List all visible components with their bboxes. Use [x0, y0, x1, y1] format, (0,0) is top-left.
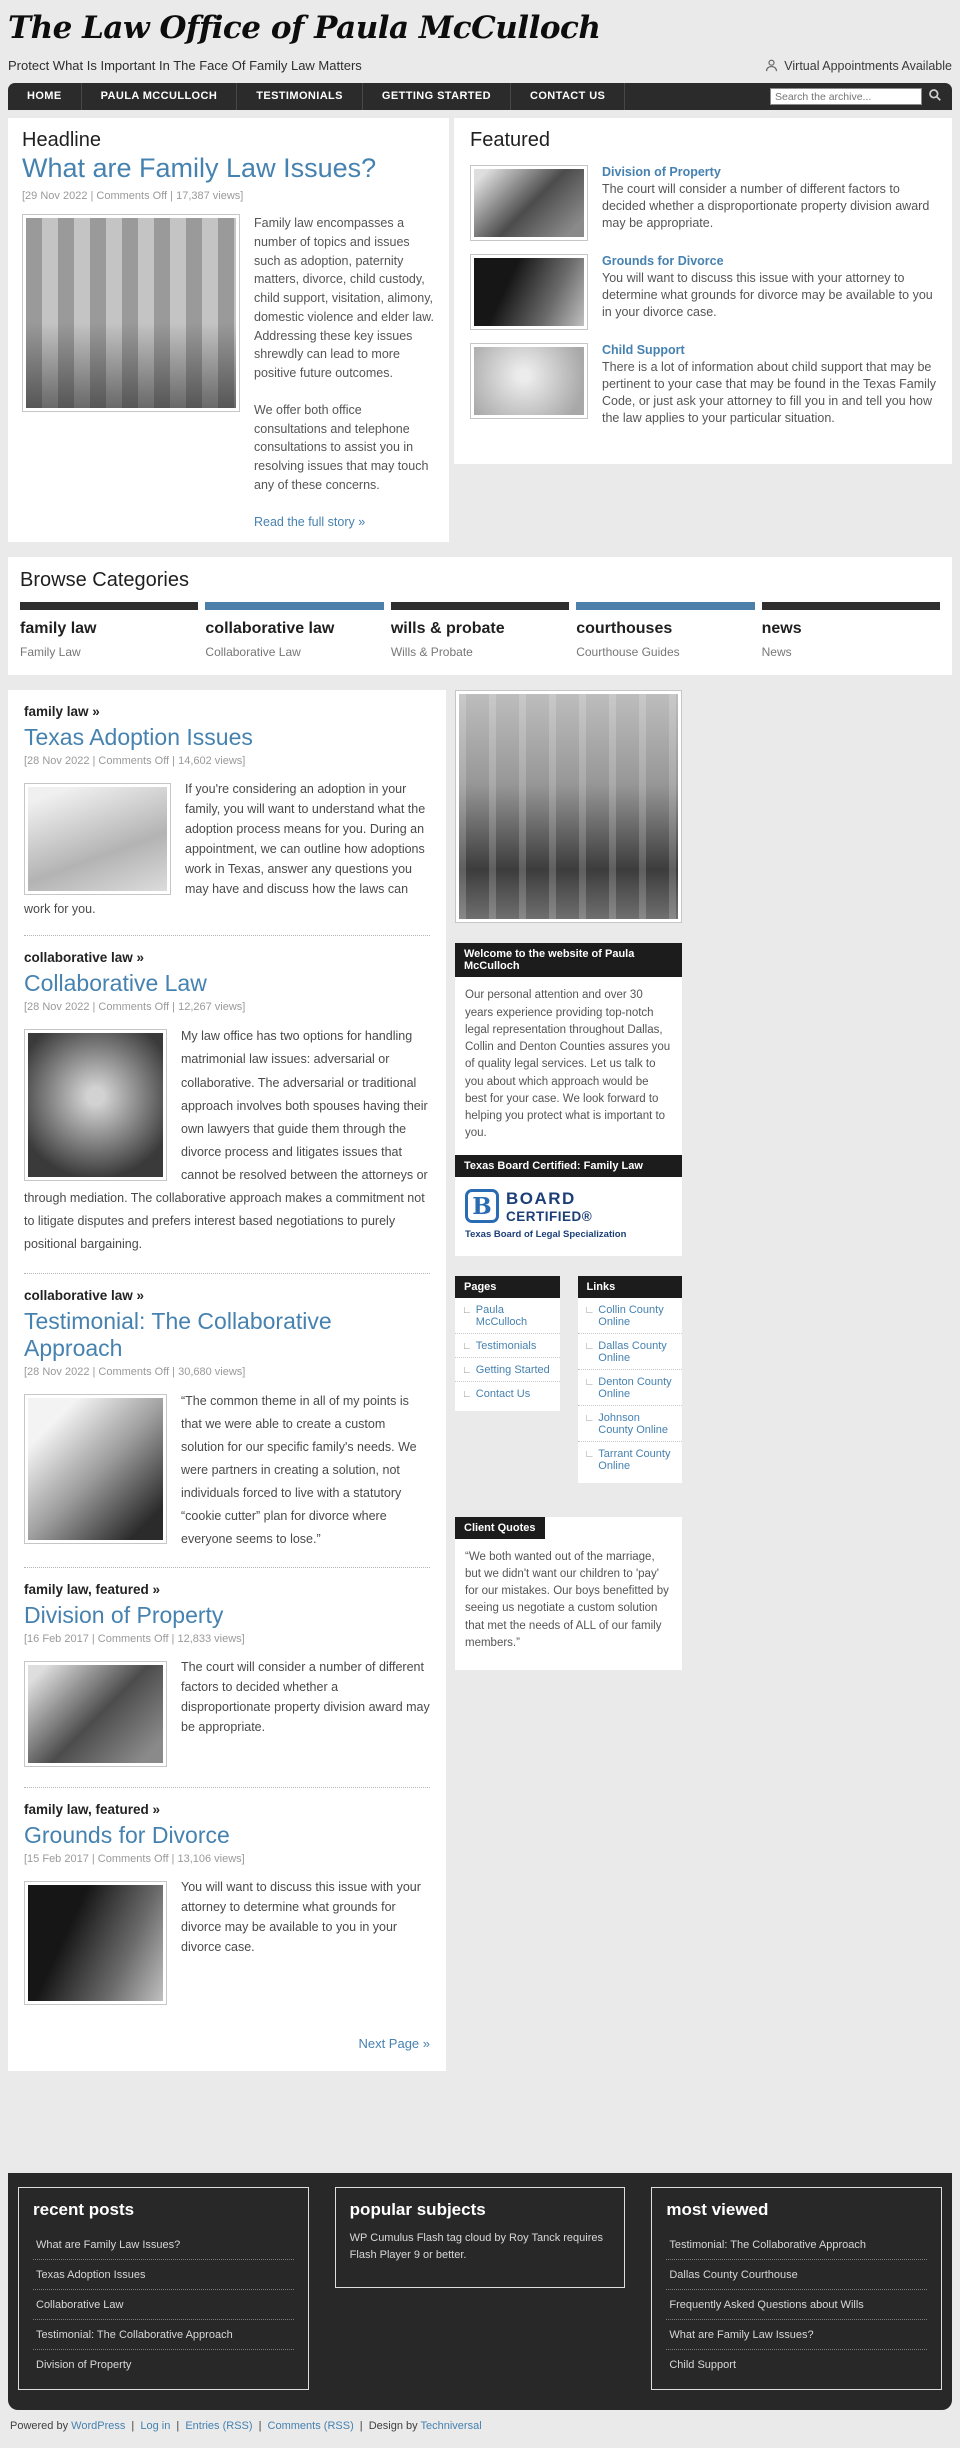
featured-title-grounds-for-divorce[interactable]: Grounds for Divorce [602, 254, 724, 268]
site-title[interactable]: The Law Office of Paula McCulloch [8, 10, 601, 46]
article-title[interactable]: Collaborative Law [24, 970, 207, 997]
category-column-wills-probate [391, 602, 569, 659]
most-viewed-link[interactable]: Child Support [669, 2359, 736, 2372]
main-nav [8, 83, 952, 110]
featured-thumbnail-child-support[interactable] [470, 343, 588, 419]
category-link-wills-probate[interactable]: Wills & Probate [390, 645, 473, 660]
headline-section [8, 118, 449, 542]
most-viewed-box [651, 2187, 942, 2390]
article-category [24, 1288, 430, 1303]
external-link-row [578, 1406, 683, 1442]
credits-separator: | [131, 2420, 135, 2433]
nav-item-getting-started[interactable]: GETTING STARTED [363, 83, 511, 110]
corner-bullet-icon: ∟ [462, 1340, 472, 1352]
design-by-label: Design by [368, 2420, 418, 2433]
featured-title-child-support[interactable]: Child Support [602, 343, 685, 357]
recent-post-link[interactable]: Testimonial: The Collaborative Approach [33, 2320, 294, 2350]
external-link-row [578, 1442, 683, 1477]
log-in-link[interactable]: Log in [140, 2420, 171, 2433]
read-full-story-link[interactable]: Read the full story » [254, 514, 366, 529]
comments-rss-link[interactable]: Comments (RSS) [267, 2420, 354, 2433]
corner-bullet-icon: ∟ [584, 1412, 595, 1424]
category-bar [762, 602, 940, 610]
category-title-collaborative-law[interactable]: collaborative law [205, 620, 335, 638]
nav-item-home[interactable]: HOME [8, 83, 82, 110]
search-input[interactable] [770, 88, 922, 105]
article-text: If you're considering an adoption in your family, you will want to understand what the adoption process means for you. During an appointment, we can outline how adoptions work in Texas, answer any questions you may have and discuss how the laws can work for you. [24, 782, 426, 917]
entries-rss-link[interactable]: Entries (RSS) [185, 2420, 253, 2433]
corner-bullet-icon: ∟ [462, 1388, 472, 1400]
headline-paragraph: Family law encompasses a number of topics and issues such as adoption, paternity matters, divorce, child custody, child support, visitation, alimony, domestic violence and elder law. Addressing these key issues shrewdly can lead to more positive future outcomes. [254, 216, 434, 380]
recent-post-link[interactable]: Texas Adoption Issues [33, 2260, 294, 2290]
article-separator [24, 1273, 430, 1274]
external-link-row [578, 1334, 683, 1370]
most-viewed-link[interactable]: Testimonial: The Collaborative Approach [666, 2230, 927, 2260]
sidebar [455, 690, 682, 1690]
featured-thumbnail-grounds-for-divorce[interactable] [470, 254, 588, 330]
article-text: My law office has two options for handling matrimonial law issues: adversarial or collaborative. The adversarial or traditional approach involves both spouses having their own lawyers that guide them through the divorce process and litigates issues that cannot be resolved between the attorneys or through mediation. The collaborative approach makes a commitment not to litigate disputes and prefers interest based negotiations to purely positional bargaining. [24, 1029, 428, 1252]
next-page-link[interactable]: Next Page » [358, 2036, 430, 2052]
category-column-courthouses [576, 602, 754, 659]
category-column-family-law [20, 602, 198, 659]
browse-categories-label: Browse Categories [20, 569, 189, 592]
virtual-appointments [764, 58, 952, 73]
article-category-link[interactable]: family law, featured » [24, 1582, 161, 1598]
article-testimonial-collaborative-approach [24, 1288, 430, 1552]
client-quotes-box [455, 1517, 682, 1671]
courthouse-image [455, 690, 682, 923]
article-texas-adoption-issues [24, 704, 430, 919]
techniversal-link[interactable]: Techniversal [420, 2420, 482, 2433]
category-link-family-law[interactable]: Family Law [20, 645, 81, 660]
category-title-family-law[interactable]: family law [20, 620, 97, 638]
article-thumbnail[interactable] [24, 1661, 167, 1767]
browse-categories-section [8, 557, 952, 675]
page-link-row [455, 1334, 560, 1358]
article-title[interactable]: Testimonial: The Collaborative Approach [24, 1307, 332, 1361]
person-icon [764, 58, 779, 73]
category-link-news[interactable]: News [761, 645, 792, 660]
headline-image[interactable] [22, 214, 240, 412]
article-collaborative-law [24, 950, 430, 1256]
category-column-news [762, 602, 940, 659]
article-separator [24, 1787, 430, 1788]
article-category-link[interactable]: family law, featured » [24, 1802, 161, 1818]
article-thumbnail[interactable] [24, 1881, 167, 2005]
category-bar [391, 602, 569, 610]
category-title-courthouses[interactable]: courthouses [576, 620, 673, 638]
article-category [24, 1802, 430, 1817]
footer [8, 2173, 952, 2410]
article-meta: [28 Nov 2022 | Comments Off | 14,602 views] [24, 755, 246, 768]
article-title[interactable]: Division of Property [24, 1602, 224, 1629]
nav-item-contact-us[interactable]: CONTACT US [511, 83, 625, 110]
article-category-link[interactable]: collaborative law » [24, 1287, 145, 1303]
article-text: You will want to discuss this issue with your attorney to determine what grounds for divorce may be available to you in your divorce case. [181, 1880, 421, 1955]
articles-column [8, 690, 446, 2071]
article-thumbnail[interactable] [24, 1029, 167, 1181]
article-thumbnail[interactable] [24, 1394, 167, 1544]
featured-text: You will want to discuss this issue with your attorney to determine what grounds for divorce may be available to you in your divorce case. [602, 271, 933, 319]
search-icon [928, 90, 942, 105]
most-viewed-link[interactable]: Dallas County Courthouse [666, 2260, 927, 2290]
corner-bullet-icon: ∟ [462, 1304, 472, 1316]
pages-box [455, 1276, 560, 1411]
link-collin-county[interactable]: Collin County Online [598, 1303, 664, 1328]
article-text: The court will consider a number of different factors to decided whether a disproportionate property division award may be appropriate. [181, 1660, 430, 1735]
article-separator [24, 1567, 430, 1568]
headline-meta: [29 Nov 2022 | Comments Off | 17,387 views] [22, 190, 244, 202]
links-box [578, 1276, 683, 1483]
welcome-title: Welcome to the website of Paula McCulloch [455, 943, 682, 977]
most-viewed-link[interactable]: What are Family Law Issues? [666, 2320, 927, 2350]
featured-title-division-of-property[interactable]: Division of Property [602, 165, 721, 179]
featured-section-label: Featured [470, 129, 551, 151]
client-quotes-title: Client Quotes [455, 1517, 545, 1539]
most-viewed-title: most viewed [666, 2200, 769, 2220]
client-quote: “We both wanted out of the marriage, but we didn't want our children to 'pay' for our mistakes. Our boys benefitted by seeing us negotiate a custom solution that met the needs of ALL of our family members.” [465, 1550, 669, 1649]
tagline: Protect What Is Important In The Face Of Family Law Matters [8, 58, 362, 73]
article-category-link[interactable]: collaborative law » [24, 950, 145, 966]
welcome-box [455, 943, 682, 1255]
page-link-testimonials[interactable]: Testimonials [475, 1339, 537, 1352]
featured-item [470, 165, 936, 241]
corner-bullet-icon: ∟ [584, 1340, 595, 1352]
featured-thumbnail-division-of-property[interactable] [470, 165, 588, 241]
page-link-row [455, 1382, 560, 1405]
board-certified-title: Texas Board Certified: Family Law [455, 1155, 682, 1177]
link-denton-county[interactable]: Denton County Online [598, 1375, 672, 1400]
article-category-link[interactable]: family law » [24, 704, 100, 720]
recent-posts-title: recent posts [33, 2200, 135, 2220]
wordpress-link[interactable]: WordPress [71, 2420, 126, 2433]
board-certified-logo [455, 1177, 682, 1226]
credits-separator: | [258, 2420, 262, 2433]
nav-item-testimonials[interactable]: TESTIMONIALS [237, 83, 363, 110]
credits-separator: | [176, 2420, 180, 2433]
corner-bullet-icon: ∟ [584, 1376, 595, 1388]
link-johnson-county[interactable]: Johnson County Online [598, 1411, 669, 1436]
link-tarrant-county[interactable]: Tarrant County Online [598, 1447, 671, 1472]
pages-title: Pages [455, 1276, 560, 1298]
article-title[interactable]: Grounds for Divorce [24, 1822, 230, 1849]
corner-bullet-icon: ∟ [462, 1364, 472, 1376]
category-title-news[interactable]: news [761, 620, 802, 638]
headline-paragraph: We offer both office consultations and telephone consultations to assist you in resolving issues that may touch any of these concerns. [254, 402, 429, 492]
popular-subjects-title: popular subjects [349, 2200, 486, 2220]
article-title[interactable]: Texas Adoption Issues [24, 724, 253, 751]
external-link-row [578, 1298, 683, 1334]
virtual-appointments-label: Virtual Appointments Available [784, 58, 952, 73]
article-separator [24, 935, 430, 936]
site-header [8, 0, 952, 73]
article-thumbnail[interactable] [24, 783, 171, 895]
category-bar [576, 602, 754, 610]
board-certified-word2: CERTIFIED® [506, 1208, 593, 1224]
article-meta: [15 Feb 2017 | Comments Off | 13,106 views] [24, 1853, 245, 1866]
recent-posts-box [18, 2187, 309, 2390]
article-category [24, 704, 430, 719]
headline-title[interactable]: What are Family Law Issues? [22, 153, 377, 183]
article-grounds-for-divorce [24, 1802, 430, 2009]
link-dallas-county[interactable]: Dallas County Online [598, 1339, 667, 1364]
credits-separator: | [359, 2420, 363, 2433]
popular-subjects-box [335, 2187, 626, 2288]
page-link-paula-mcculloch[interactable]: Paula McCulloch [475, 1303, 528, 1328]
category-bar [205, 602, 383, 610]
featured-text: The court will consider a number of different factors to decided whether a disproportionate property division award may be appropriate. [602, 182, 930, 230]
category-link-courthouses[interactable]: Courthouse Guides [576, 645, 680, 660]
category-bar [20, 602, 198, 610]
board-certified-caption: Texas Board of Legal Specialization [465, 1228, 627, 1240]
category-column-collaborative-law [205, 602, 383, 659]
page-link-getting-started[interactable]: Getting Started [475, 1363, 550, 1376]
article-meta: [28 Nov 2022 | Comments Off | 30,680 views] [24, 1365, 246, 1378]
page-link-row [455, 1298, 560, 1334]
board-certified-mark-icon: B [465, 1189, 499, 1223]
most-viewed-link[interactable]: Frequently Asked Questions about Wills [666, 2290, 927, 2320]
search-button[interactable] [926, 88, 944, 105]
welcome-text: Our personal attention and over 30 years experience providing top-notch legal representation throughout Dallas, Collin and Denton Counties assures you of quality legal services. Let us talk to you about which approach would be best for your case. We look forward to helping you protect what is important to you. [465, 989, 671, 1140]
featured-section [454, 118, 952, 464]
page [8, 0, 952, 2448]
board-certified-word1: BOARD [506, 1188, 576, 1208]
article-text: “The common theme in all of my points is that we were able to create a custom solution for our specific family's needs. We were partners in creating a solution, not individuals forced to live with a statutory “cookie cutter” plan for divorce where everyone seems to lose.” [181, 1393, 417, 1547]
popular-subjects-text: WP Cumulus Flash tag cloud by Roy Tanck requires Flash Player 9 or better. [349, 2232, 603, 2261]
featured-text: There is a lot of information about child support that may be pertinent to your case that may be found in the Texas Family Code, or just ask your attorney to fill you in and tell you how the law applies to your particular situation. [602, 360, 936, 425]
article-division-of-property [24, 1582, 430, 1771]
headline-section-label: Headline [22, 129, 101, 151]
powered-by-label: Powered by [10, 2420, 69, 2433]
category-title-wills-probate[interactable]: wills & probate [390, 620, 505, 638]
credits-bar [8, 2410, 952, 2448]
nav-search [770, 83, 952, 110]
featured-item [470, 343, 936, 427]
article-category [24, 950, 430, 965]
links-title: Links [578, 1276, 683, 1298]
article-category [24, 1582, 430, 1597]
article-meta: [28 Nov 2022 | Comments Off | 12,267 views] [24, 1001, 246, 1014]
recent-post-link[interactable]: What are Family Law Issues? [33, 2230, 294, 2260]
article-meta: [16 Feb 2017 | Comments Off | 12,833 views] [24, 1633, 245, 1646]
recent-post-link[interactable]: Division of Property [36, 2359, 132, 2372]
recent-post-link[interactable]: Collaborative Law [33, 2290, 294, 2320]
corner-bullet-icon: ∟ [584, 1448, 595, 1460]
page-link-contact-us[interactable]: Contact Us [475, 1387, 531, 1400]
sidebar-image-box [455, 690, 682, 923]
page-link-row [455, 1358, 560, 1382]
featured-item [470, 254, 936, 330]
corner-bullet-icon: ∟ [584, 1304, 595, 1316]
external-link-row [578, 1370, 683, 1406]
category-link-collaborative-law[interactable]: Collaborative Law [205, 645, 301, 660]
nav-item-paula-mcculloch[interactable]: PAULA MCCULLOCH [82, 83, 238, 110]
